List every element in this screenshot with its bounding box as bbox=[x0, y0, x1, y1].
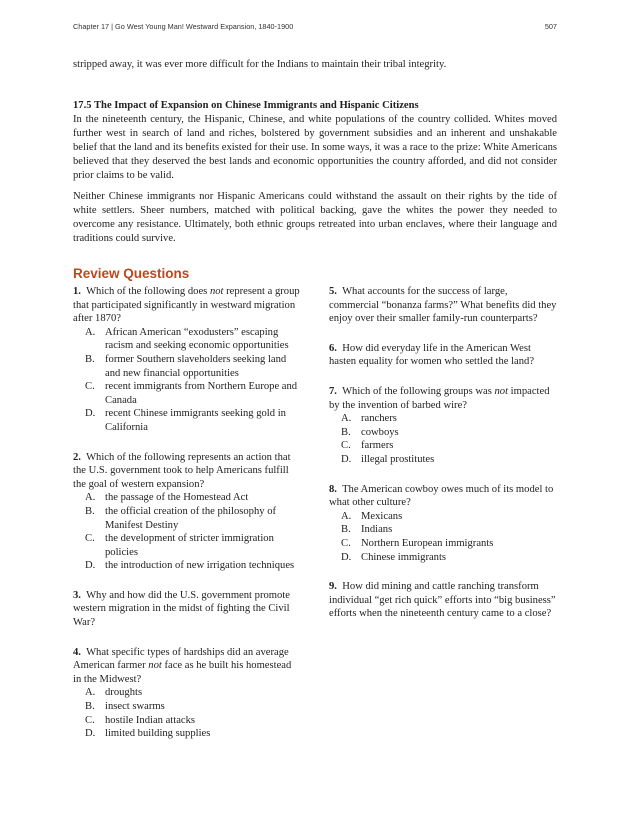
option-text: Indians bbox=[361, 524, 393, 536]
option-text: limited building supplies bbox=[105, 728, 211, 740]
review-question bbox=[329, 580, 557, 621]
question-number: 7. bbox=[329, 385, 337, 397]
answer-option bbox=[85, 505, 301, 532]
answer-option bbox=[85, 714, 301, 728]
option-text: Northern European immigrants bbox=[361, 537, 494, 549]
question-number: 6. bbox=[329, 342, 337, 354]
answer-option bbox=[341, 453, 557, 467]
review-question bbox=[73, 589, 301, 630]
question-number: 5. bbox=[329, 286, 337, 297]
option-text: African American “exodusters” escaping racism and seeking economic opportunities bbox=[105, 326, 289, 352]
review-question bbox=[329, 385, 557, 467]
continued-paragraph: stripped away, it was ever more difficult for the Indians to maintain their tribal integrity. bbox=[73, 59, 447, 70]
option-text: the development of stricter immigration policies bbox=[105, 533, 274, 558]
review-question bbox=[329, 342, 557, 369]
option-letter: C. bbox=[85, 714, 95, 726]
answer-option bbox=[85, 559, 301, 573]
answer-option bbox=[85, 727, 301, 741]
option-letter: B. bbox=[85, 353, 95, 365]
option-text: cowboys bbox=[361, 426, 399, 438]
answer-option bbox=[85, 686, 301, 700]
review-questions-heading: Review Questions bbox=[73, 266, 190, 281]
question-text bbox=[329, 385, 557, 412]
question-stem: What specific types of hardships did an average American farmer bbox=[73, 646, 289, 672]
option-text: Mexicans bbox=[361, 510, 403, 522]
answer-option bbox=[341, 439, 557, 453]
answer-option bbox=[85, 491, 301, 505]
question-stem-end: represent a group that participated significantly in westward migration after 1870? bbox=[73, 286, 300, 325]
answer-option bbox=[341, 412, 557, 426]
answer-option bbox=[341, 551, 557, 565]
option-letter: A. bbox=[341, 510, 352, 522]
question-number: 3. bbox=[73, 589, 81, 601]
question-number: 1. bbox=[73, 286, 81, 297]
option-text: recent Chinese immigrants seeking gold in California bbox=[105, 408, 286, 433]
answer-option bbox=[85, 380, 301, 407]
review-question bbox=[329, 285, 557, 326]
option-letter: C. bbox=[85, 381, 95, 393]
review-question bbox=[73, 285, 301, 435]
option-text: insect swarms bbox=[105, 701, 165, 713]
question-stem: Which of the following does bbox=[86, 286, 210, 297]
question-text bbox=[329, 580, 557, 621]
answer-options bbox=[73, 491, 301, 573]
question-text bbox=[73, 589, 301, 630]
option-text: illegal prostitutes bbox=[361, 453, 435, 465]
review-questions bbox=[73, 285, 557, 757]
option-letter: D. bbox=[85, 560, 96, 572]
option-text: recent immigrants from Northern Europe and Canada bbox=[105, 381, 298, 406]
question-stem-end: face as he built his homestead in the Midwest? bbox=[73, 660, 292, 685]
question-stem: How did everyday life in the American West hasten equality for women who settled the land? bbox=[329, 342, 535, 368]
answer-options bbox=[329, 412, 557, 466]
answer-options bbox=[329, 510, 557, 564]
option-letter: D. bbox=[341, 453, 352, 465]
option-text: the official creation of the philosophy of Manifest Destiny bbox=[105, 505, 277, 531]
chapter-running-head: Chapter 17 | Go West Young Man! Westward Expansion, 1840-1900 bbox=[73, 22, 294, 31]
question-text bbox=[73, 646, 301, 687]
question-number: 4. bbox=[73, 646, 81, 658]
section-17-5 bbox=[73, 99, 557, 246]
option-text: farmers bbox=[361, 440, 394, 452]
answer-option bbox=[85, 353, 301, 380]
answer-option bbox=[341, 510, 557, 524]
option-text: former Southern slaveholders seeking land and new financial opportunities bbox=[105, 353, 287, 379]
answer-options bbox=[73, 686, 301, 740]
emphasis: not bbox=[148, 660, 162, 672]
option-letter: D. bbox=[341, 551, 352, 563]
question-text bbox=[329, 483, 557, 510]
question-number: 8. bbox=[329, 483, 337, 495]
answer-option bbox=[85, 326, 301, 353]
page-number: 507 bbox=[544, 22, 557, 31]
option-letter: C. bbox=[341, 440, 351, 452]
question-text bbox=[73, 451, 301, 492]
question-number: 9. bbox=[329, 581, 337, 593]
answer-option bbox=[341, 523, 557, 537]
question-stem: How did mining and cattle ranching transform individual “get rich quick” efforts into “big business” efforts when the nineteenth century came to a close? bbox=[329, 581, 556, 620]
question-text bbox=[329, 342, 557, 369]
question-stem: Why and how did the U.S. government promote western migration in the midst of fighting the Civil War? bbox=[73, 589, 290, 629]
option-letter: B. bbox=[341, 426, 351, 438]
option-letter: D. bbox=[85, 408, 96, 420]
option-text: Chinese immigrants bbox=[361, 551, 447, 563]
section-title: 17.5 The Impact of Expansion on Chinese Immigrants and Hispanic Citizens bbox=[73, 100, 419, 111]
option-letter: B. bbox=[85, 701, 95, 713]
option-text: ranchers bbox=[361, 413, 397, 425]
question-stem: The American cowboy owes much of its model to what other culture? bbox=[329, 483, 554, 509]
section-paragraph: Neither Chinese immigrants nor Hispanic Americans could withstand the assault on their rights by the tide of white settlers. Sheer numbers, matched with political backing, gave the whites the power they needed to overcome any resistance. Ultimately, both ethnic groups retreated into urban enclaves, where their language and traditions could survive. bbox=[73, 191, 557, 244]
page-header bbox=[73, 22, 557, 36]
answer-option bbox=[85, 407, 301, 434]
question-stem: What accounts for the success of large, commercial “bonanza farms?” What benefits did they enjoy over their smaller family-run counterparts? bbox=[329, 286, 557, 325]
option-text: hostile Indian attacks bbox=[105, 714, 196, 726]
question-text bbox=[73, 285, 301, 326]
option-letter: B. bbox=[341, 524, 351, 536]
option-letter: C. bbox=[85, 533, 95, 545]
answer-option bbox=[85, 532, 301, 559]
option-letter: D. bbox=[85, 728, 96, 740]
option-letter: B. bbox=[85, 505, 95, 517]
questions-left-column bbox=[73, 285, 301, 757]
option-letter: C. bbox=[341, 537, 351, 549]
answer-options bbox=[73, 326, 301, 435]
answer-option bbox=[341, 537, 557, 551]
option-text: the passage of the Homestead Act bbox=[105, 492, 249, 504]
question-number: 2. bbox=[73, 451, 81, 463]
emphasis: not bbox=[209, 286, 224, 297]
emphasis: not bbox=[494, 385, 509, 397]
option-letter: A. bbox=[85, 687, 96, 699]
option-text: the introduction of new irrigation techniques bbox=[105, 560, 295, 572]
review-question bbox=[73, 646, 301, 741]
answer-option bbox=[85, 700, 301, 714]
question-stem: Which of the following groups was bbox=[342, 385, 495, 397]
page-content bbox=[73, 58, 557, 757]
option-letter: A. bbox=[85, 492, 96, 504]
questions-right-column bbox=[329, 285, 557, 757]
answer-option bbox=[341, 426, 557, 440]
section-paragraph: In the nineteenth century, the Hispanic, Chinese, and white populations of the country collided. Whites moved further west in search of land and riches, bolstered by government subsidies and an inherent and unshakable belief that the land and its benefits existed for their use. In some ways, it was a race to the prize: White Americans believed that they deserved the best lands and economic opportunities the country afforded, and did not consider prior claims to be valid. bbox=[73, 114, 557, 181]
question-text bbox=[329, 285, 557, 326]
question-stem: Which of the following represents an action that the U.S. government took to help Americans fulfill the goal of western expansion? bbox=[73, 451, 291, 490]
review-question bbox=[329, 483, 557, 565]
question-stem-end: impacted by the invention of barbed wire? bbox=[329, 385, 550, 411]
option-letter: A. bbox=[341, 413, 352, 425]
option-text: droughts bbox=[105, 687, 143, 699]
review-question bbox=[73, 451, 301, 573]
option-letter: A. bbox=[85, 326, 96, 338]
